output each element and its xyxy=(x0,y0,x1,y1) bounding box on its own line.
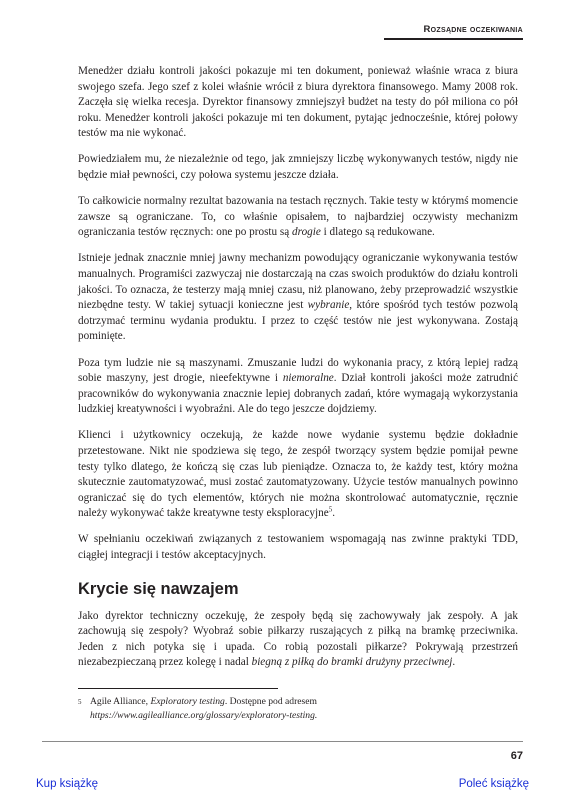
emphasis: biegną z piłką do bramki drużyny przeciwnej xyxy=(251,656,453,669)
footnote-text-after: . Dostępne pod adresem xyxy=(224,696,318,707)
paragraph xyxy=(78,64,518,142)
text-run: . xyxy=(332,507,335,520)
text-run: W spełnianiu oczekiwań związanych z testowaniem wspomagają nas zwinne praktyki TDD, ciągłej integracji i testów akceptacyjnych. xyxy=(78,533,518,562)
text-run: . xyxy=(452,656,456,669)
footnote xyxy=(78,695,518,723)
header-rule xyxy=(384,38,523,40)
text-run: Istnieje jednak znacznie mniej jawny mechanizm powodujący ograniczanie wykonywania testów manualnych. Programiści zazwyczaj nie dostarczają na czas swoich produktów do działu kontroli jakości. To oznacza, że testerzy mają mniej czasu, niż planowano, żeby przeprowadzić wszystkie niezbędne testy. W takiej sytuacji konieczne jest xyxy=(78,252,518,312)
footnote-url-tail: . xyxy=(314,710,318,721)
footnote-rule xyxy=(78,688,278,689)
paragraph xyxy=(78,609,518,671)
recommend-book-link[interactable]: Poleć książkę xyxy=(458,778,529,790)
paragraph xyxy=(78,251,518,345)
paragraph xyxy=(78,428,518,522)
main-text xyxy=(78,64,518,682)
page-number: 67 xyxy=(510,750,523,762)
paragraph xyxy=(78,194,518,241)
paragraph xyxy=(78,152,518,183)
text-run: i dlatego są redukowane. xyxy=(320,226,435,239)
paragraph xyxy=(78,532,518,563)
section-heading: Krycie się nawzajem xyxy=(78,579,239,598)
text-run: Poza tym ludzie nie są maszynami. Zmuszanie ludzi do wykonania pracy, z którą lepiej radzą sobie maszyny, jest drogie, nieefektywne i xyxy=(78,356,518,385)
footnote-text-before: Agile Alliance, xyxy=(90,696,151,707)
text-run: Klienci i użytkownicy oczekują, że każde nowe wydanie systemu będzie dokładnie przetestowane. Nikt nie spodziewa się tego, że zespół tworzący system będzie pomijał pewne testy tylko dlatego, że kończą się czas lub pieniądze. Oznacza to, że każdy test, który można skutecznie zautomatyzować, musi zostać zautomatyzowany. Użycie testów manualnych powinno ograniczać się do tych elementów, których nie można skontrolować automatycznie, ręcznie należy wykonywać także kreatywne testy eksploracyjne xyxy=(78,429,518,520)
text-run: . Dział kontroli jakości może zatrudnić pracowników do wykonywania znacznie lepiej dobranych zadań, które wymagają wykorzystania ludzkiej kreatywności i wyobraźni. Ale do tego jeszcze dojdziemy. xyxy=(78,372,518,416)
text-run: To całkowicie normalny rezultat bazowania na testach ręcznych. Takie testy w którymś momencie zawsze są ograniczane. To, co właśnie opisałem, to najbardziej oczywisty mechanizm ograniczania testów ręcznych: one po prostu są xyxy=(78,195,518,239)
emphasis: niemoralne xyxy=(282,372,334,385)
footnote-number: 5 xyxy=(78,698,82,706)
emphasis: wybranie xyxy=(307,299,350,312)
buy-book-link[interactable]: Kup książkę xyxy=(36,778,99,790)
paragraph xyxy=(78,356,518,418)
footnote-url: https://www.agilealliance.org/glossary/exploratory-testing xyxy=(90,710,315,721)
text-run: Jako dyrektor techniczny oczekuję, że zespoły będą się zachowywały jak zespoły. A jak zachowują się zespoły? Wyobraź sobie piłkarzy ruszających z piłką na bramkę przeciwnika. Jeden z nich potyka się i upada. Co robią pozostali piłkarze? Pokrywają przestrzeń niezabezpieczaną przez kolegę i nadal xyxy=(78,609,518,669)
running-header: Rozsądne oczekiwania xyxy=(423,24,523,35)
emphasis: drogie xyxy=(292,226,321,239)
footnote-title: Exploratory testing xyxy=(150,696,225,707)
text-run: , które spośród tych testów pozwolą dotrzymać terminu wydania produktu. I przez to część testów nie jest wykonywana. Zostają pominięte. xyxy=(78,299,518,343)
text-run: Menedżer działu kontroli jakości pokazuje mi ten dokument, ponieważ właśnie wraca z biura swojego szefa. Jego szef z kolei właśnie wrócił z biura dyrektora finansowego. Mamy 2008 rok. Zaczęła się wielka recesja. Dyrektor finansowy zmniejszył budżet na testy do pół miliona co pół roku. Menedżer kontroli jakości pokazuje mi ten dokument, pytając jednocześnie, której połowy testów ma nie wykonać. xyxy=(78,65,518,140)
footnote-ref: 5 xyxy=(328,505,333,514)
text-run: Powiedziałem mu, że niezależnie od tego, jak zmniejszy liczbę wykonywanych testów, nigdy nie będzie miał pewności, czy połowa systemu jeszcze działa. xyxy=(78,153,518,182)
footer-rule xyxy=(42,741,523,742)
